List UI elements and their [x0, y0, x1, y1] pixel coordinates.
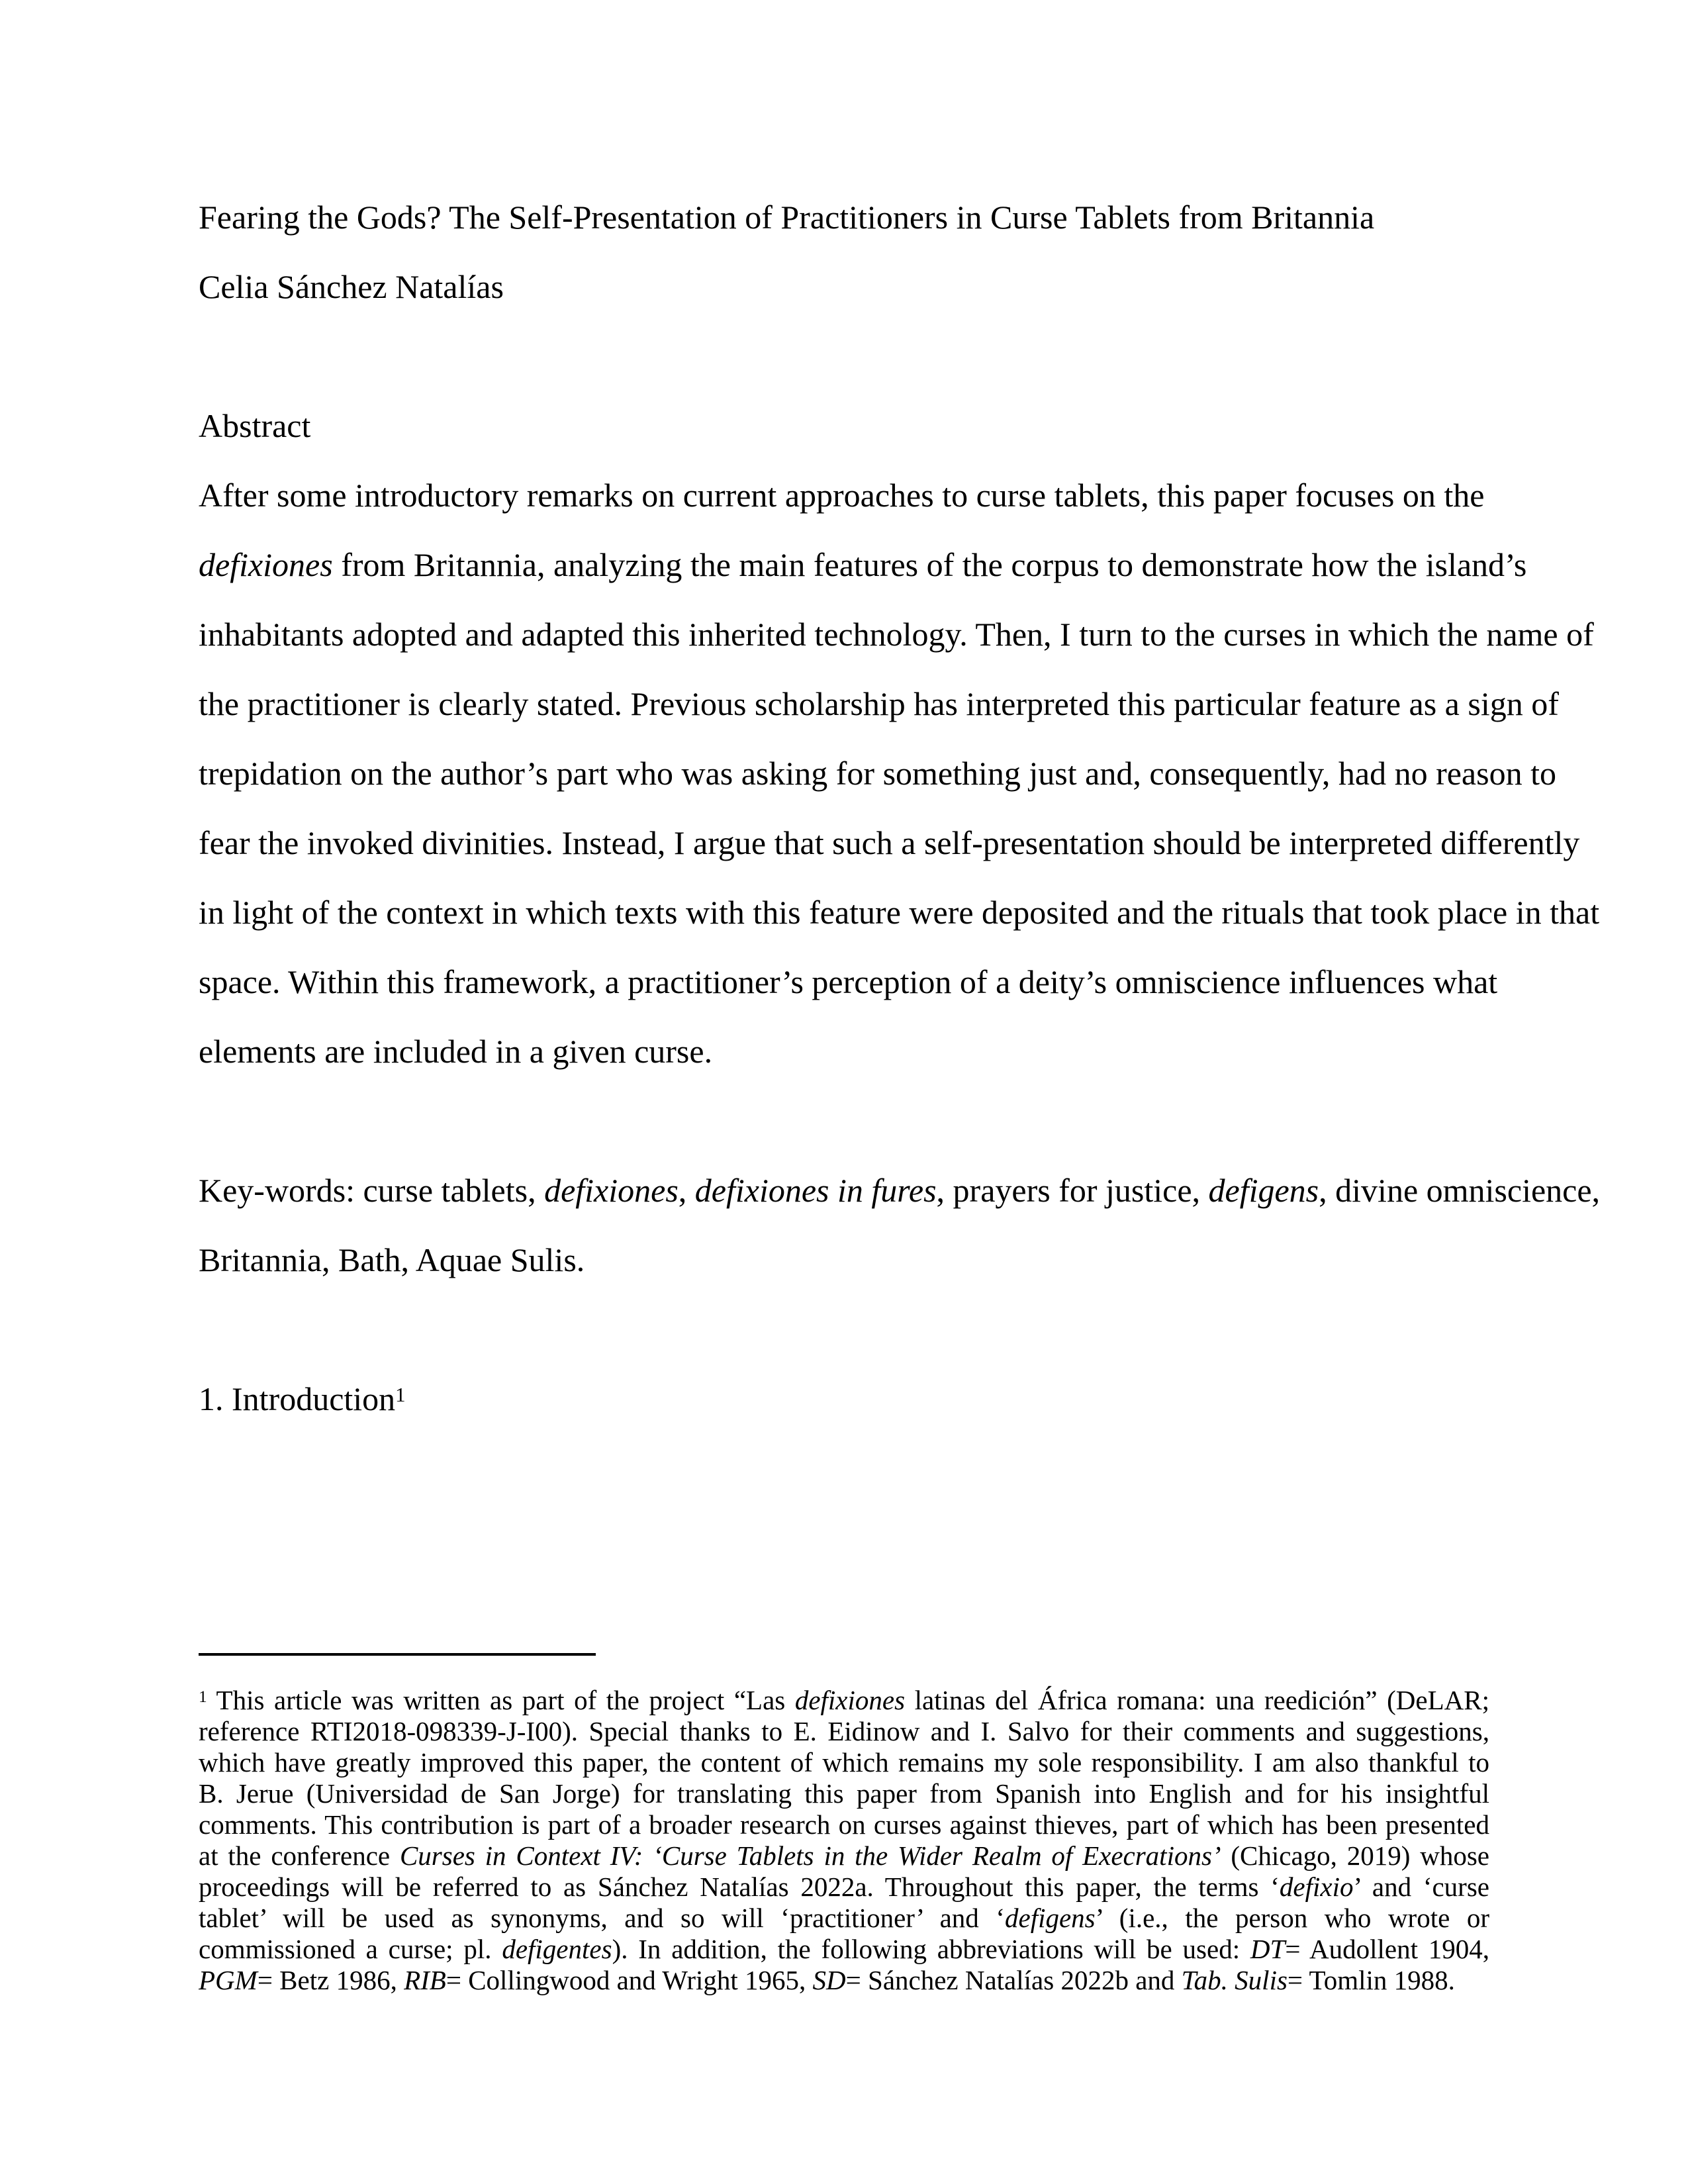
text-segment: RIB [404, 1965, 446, 1995]
text-segment: at the conference [199, 1840, 400, 1871]
text-segment: from Britannia, analyzing the main features of the corpus to demonstrate how the island’s [332, 546, 1527, 583]
blank-line [199, 1086, 1489, 1156]
text-segment: Abstract [199, 407, 311, 444]
text-segment: tablet’ will be used as synonyms, and so will ‘practitioner’ and ‘ [199, 1903, 1005, 1933]
text-segment: elements are included in a given curse. [199, 1033, 713, 1070]
text-segment: Celia Sánchez Natalías [199, 268, 504, 305]
text-segment: defigens [1005, 1903, 1096, 1933]
text-segment: ’ and ‘curse [1353, 1872, 1489, 1902]
text-segment: (Chicago, 2019) whose [1221, 1840, 1489, 1871]
abstract-text-line [199, 878, 1600, 947]
footnote-text-line [199, 1809, 1489, 1840]
footnote-text-line [199, 1840, 1489, 1872]
footnote-separator-rule [199, 1653, 596, 1656]
text-segment: reference RTI2018-098339-J-I00). Special thanks to E. Eidinow and I. Salvo for their comments and suggestions, [199, 1716, 1489, 1746]
text-segment: the practitioner is clearly stated. Previous scholarship has interpreted this particular feature as a sign of [199, 685, 1559, 722]
text-segment: defixiones [794, 1685, 906, 1715]
abstract-text-line [199, 1017, 1489, 1086]
text-segment: fear the invoked divinities. Instead, I argue that such a self-presentation should be interpreted differently [199, 824, 1580, 861]
text-segment: ’ (i.e., the person who wrote or [1095, 1903, 1489, 1933]
text-segment: , [678, 1172, 695, 1209]
text-segment: commissioned a curse; pl. [199, 1934, 502, 1964]
footnote-block [199, 1685, 1489, 1996]
text-segment: = Audollent 1904, [1285, 1934, 1489, 1964]
blank-line [199, 1295, 1489, 1364]
abstract-text-line [199, 669, 1559, 739]
author-name [199, 252, 1489, 322]
superscript-marker: 1 [395, 1382, 406, 1406]
footnote-text-line [199, 1903, 1489, 1934]
footnote-text-line [199, 1934, 1489, 1965]
text-segment: which have greatly improved this paper, the content of which remains my sole responsibility. I am also thankful to [199, 1747, 1489, 1778]
text-segment: = Sánchez Natalías 2022b and [845, 1965, 1182, 1995]
text-segment: Britannia, Bath, Aquae Sulis. [199, 1241, 585, 1278]
abstract-text-line [199, 808, 1580, 878]
abstract-heading [199, 391, 1489, 461]
abstract-text-line [199, 947, 1498, 1017]
text-segment: defixiones [544, 1172, 679, 1209]
text-segment: , prayers for justice, [936, 1172, 1209, 1209]
text-segment: Key-words: curse tablets, [199, 1172, 545, 1209]
text-segment: ). In addition, the following abbreviations will be used: [612, 1934, 1250, 1964]
text-segment: in light of the context in which texts with this feature were deposited and the rituals that took place in that [199, 894, 1600, 931]
text-segment: 1. Introduction [199, 1380, 396, 1417]
text-segment: After some introductory remarks on current approaches to curse tablets, this paper focuses on the [199, 477, 1485, 514]
keywords-paragraph [199, 1156, 1601, 1295]
footnote-text-line [199, 1747, 1489, 1778]
blank-line [199, 322, 1489, 391]
text-segment: inhabitants adopted and adapted this inherited technology. Then, I turn to the curses in which the name of [199, 616, 1594, 653]
abstract-text-line [199, 461, 1489, 530]
text-segment: = Tomlin 1988. [1287, 1965, 1455, 1995]
text-segment: Curses in Context IV: ‘Curse Tablets in the Wider Realm of Execrations’ [399, 1840, 1221, 1871]
text-segment: comments. This contribution is part of a broader research on curses against thieves, part of which has been presented [199, 1809, 1489, 1840]
document-title [199, 183, 1489, 252]
text-segment: Tab. Sulis [1181, 1965, 1288, 1995]
text-segment: defigens [1208, 1172, 1319, 1209]
abstract-paragraph [199, 461, 1600, 1086]
abstract-text-line [199, 530, 1527, 600]
section-heading-introduction [199, 1364, 1489, 1434]
text-segment: DT [1250, 1934, 1286, 1964]
footnote-text-line [199, 1716, 1489, 1747]
text-segment: defixiones [199, 546, 333, 583]
text-segment: defixiones in fures [694, 1172, 937, 1209]
abstract-text-line [199, 739, 1556, 808]
abstract-text-line [199, 600, 1594, 669]
text-segment: This article was written as part of the project “Las [207, 1685, 795, 1715]
text-segment: , divine omniscience, [1319, 1172, 1601, 1209]
text-segment: trepidation on the author’s part who was asking for something just and, consequently, had no reason to [199, 755, 1556, 792]
text-segment: B. Jerue (Universidad de San Jorge) for translating this paper from Spanish into English and for his insightful [199, 1778, 1489, 1809]
footnote-text-line [199, 1965, 1489, 1996]
text-segment: space. Within this framework, a practitioner’s perception of a deity’s omniscience influences what [199, 963, 1498, 1000]
text-segment: = Collingwood and Wright 1965, [445, 1965, 813, 1995]
text-segment: defigentes [502, 1934, 612, 1964]
keywords-text-line [199, 1225, 1489, 1295]
keywords-text-line [199, 1156, 1601, 1225]
text-segment: proceedings will be referred to as Sánchez Natalías 2022a. Throughout this paper, the terms ‘ [199, 1872, 1280, 1902]
text-segment: latinas del África romana: una reedición” (DeLAR; [905, 1685, 1489, 1715]
text-segment: PGM [199, 1965, 258, 1995]
text-segment: = Betz 1986, [257, 1965, 404, 1995]
footnote-text-line [199, 1872, 1489, 1903]
text-segment: SD [812, 1965, 846, 1995]
footnote-text-line [199, 1778, 1489, 1809]
footnote-text-line [199, 1685, 1489, 1716]
text-segment: Fearing the Gods? The Self-Presentation of Practitioners in Curse Tablets from Britannia [199, 199, 1375, 236]
superscript-marker: 1 [199, 1687, 207, 1707]
text-segment: defixio [1279, 1872, 1354, 1902]
